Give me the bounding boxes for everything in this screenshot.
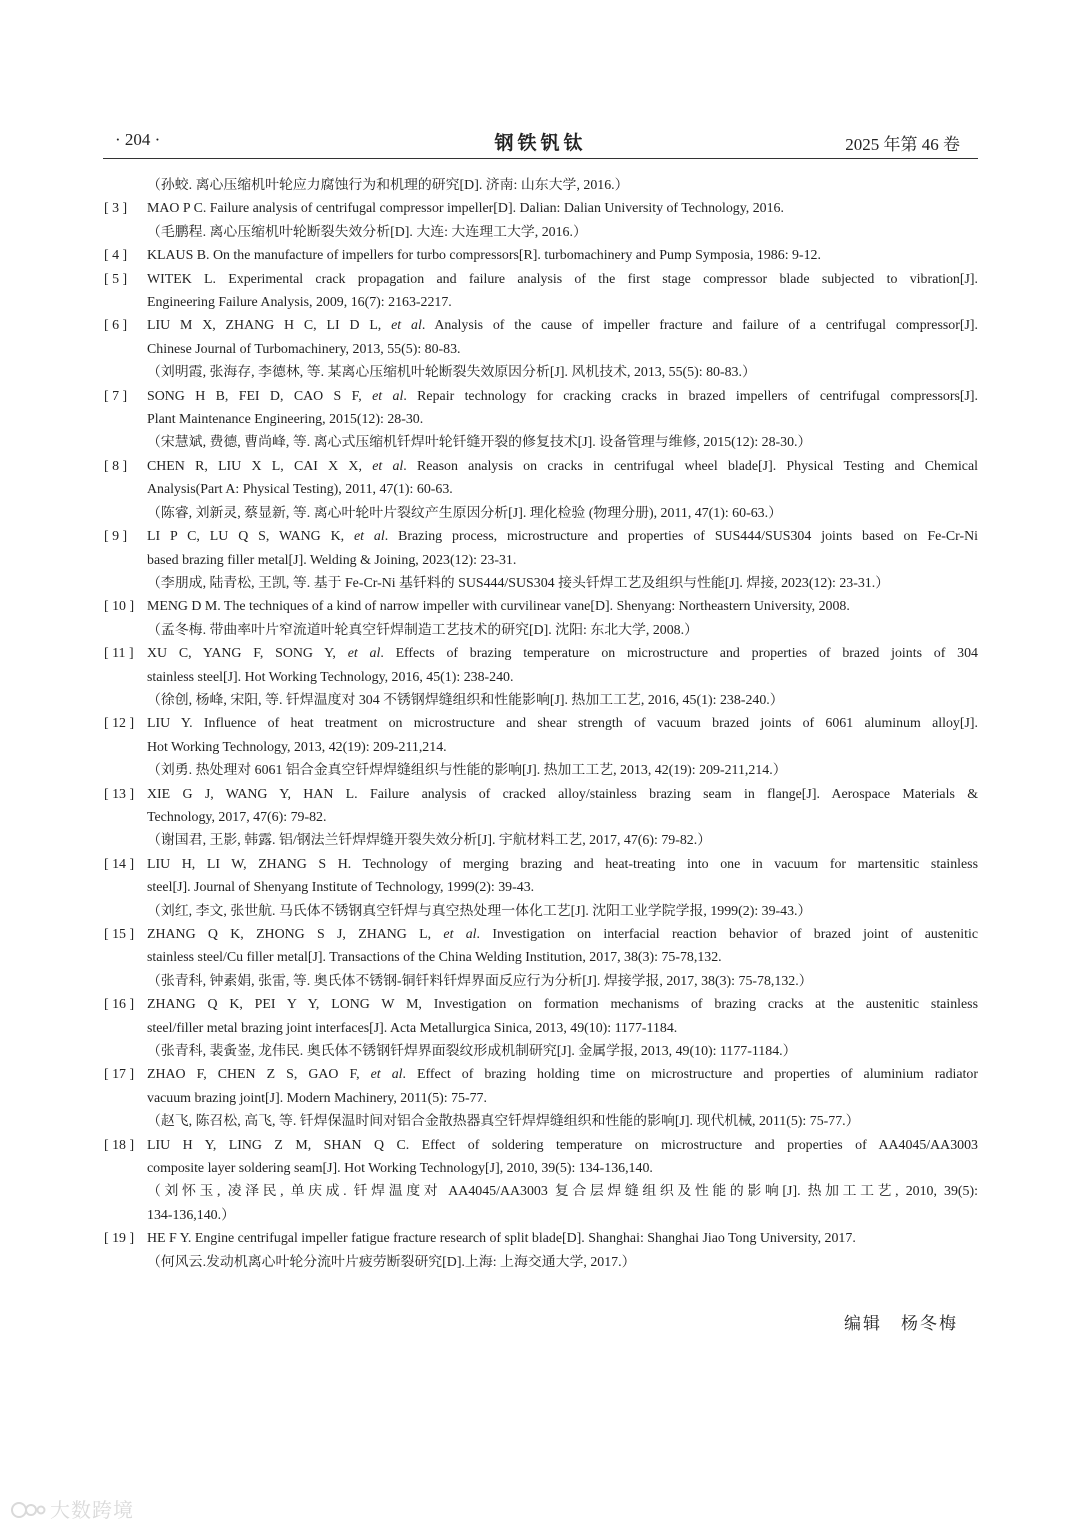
reference-line: WITEK L. Experimental crack propagation and failure analysis of the first stage compressor blade subjected to vibration[J].: [147, 271, 978, 287]
logo-icon: [10, 1501, 46, 1519]
reference-number: [ 5 ]: [104, 271, 128, 287]
reference-entry: [104, 923, 978, 993]
reference-line: （李朋成, 陆青松, 王凯, 等. 基于 Fe-Cr-Ni 基钎料的 SUS444/SUS304 接头钎焊工艺及组织与性能[J]. 焊接, 2023(12): 23-31.）: [147, 575, 890, 591]
reference-number: [ 19 ]: [104, 1231, 135, 1247]
reference-line: KLAUS B. On the manufacture of impellers for turbo compressors[R]. turbomachinery and Pump Symposia, 1986: 9-12.: [147, 248, 821, 264]
reference-line: （刘怀玉, 凌泽民, 单庆成. 钎焊温度对 AA4045/AA3003 复合层焊缝组织及性能的影响[J]. 热加工工艺, 2010, 39(5):: [147, 1184, 978, 1200]
watermark-text: 大数跨境: [50, 1498, 134, 1522]
reference-line: LIU H Y, LING Z M, SHAN Q C. Effect of soldering temperature on microstructure and properties of AA4045/AA3003: [147, 1137, 978, 1153]
reference-line: LIU Y. Influence of heat treatment on microstructure and shear strength of vacuum brazed joints of 6061 aluminum alloy[J].: [147, 716, 978, 732]
reference-entry: [104, 1227, 978, 1274]
reference-line: 134-136,140.）: [147, 1207, 235, 1223]
reference-line: stainless steel/Cu filler metal[J]. Transactions of the China Welding Institution, 2017, 38(3): 75-78,132.: [147, 950, 722, 966]
journal-title: 钢铁钒钛: [494, 133, 587, 154]
reference-entry: [104, 268, 978, 315]
reference-line: （谢国君, 王影, 韩露. 铝/钢法兰钎焊焊缝开裂失效分析[J]. 宇航材料工艺, 2017, 47(6): 79-82.）: [147, 833, 712, 849]
reference-entry: [104, 1134, 978, 1228]
reference-entry: [104, 712, 978, 782]
reference-entry: [104, 642, 978, 712]
reference-line: LIU M X, ZHANG H C, LI D L, et al. Analysis of the cause of impeller fracture and failure of a centrifugal compressor[J].: [147, 318, 978, 334]
reference-line: （毛鹏程. 离心压缩机叶轮断裂失效分析[D]. 大连: 大连理工大学, 2016.）: [147, 224, 587, 240]
reference-line: vacuum brazing joint[J]. Modern Machinery, 2011(5): 75-77.: [147, 1090, 487, 1106]
reference-line: （刘勇. 热处理对 6061 铝合金真空钎焊焊缝组织与性能的影响[J]. 热加工工艺, 2013, 42(19): 209-211,214.）: [147, 763, 787, 779]
reference-number: [ 10 ]: [104, 599, 135, 615]
reference-line: （张青科, 裴夤崟, 龙伟民. 奥氏体不锈钢钎焊界面裂纹形成机制研究[J]. 金属学报, 2013, 49(10): 1177-1184.）: [147, 1044, 797, 1060]
reference-line: HE F Y. Engine centrifugal impeller fatigue fracture research of split blade[D]. Shanghai: Shanghai Jiao Tong University, 2017.: [147, 1231, 856, 1247]
reference-line: （徐创, 杨峰, 宋阳, 等. 钎焊温度对 304 不锈钢焊缝组织和性能影响[J]. 热加工工艺, 2016, 45(1): 238-240.）: [147, 692, 784, 708]
watermark: [10, 1494, 134, 1523]
reference-line: stainless steel[J]. Hot Working Technology, 2016, 45(1): 238-240.: [147, 669, 514, 685]
reference-number: [ 3 ]: [104, 201, 128, 217]
reference-entry: [104, 244, 978, 267]
reference-line: CHEN R, LIU X L, CAI X X, et al. Reason analysis on cracks in centrifugal wheel blade[J]. Physical Testing and Chemical: [147, 458, 979, 474]
reference-line: ZHAO F, CHEN Z S, GAO F, et al. Effect of brazing holding time on microstructure and properties of aluminium radiator: [147, 1067, 978, 1083]
running-header: [103, 126, 978, 159]
reference-line: （张青科, 钟素娟, 张雷, 等. 奥氏体不锈钢-铜钎料钎焊界面反应行为分析[J]. 焊接学报, 2017, 38(3): 75-78,132.）: [147, 973, 813, 989]
reference-line: Analysis(Part A: Physical Testing), 2011, 47(1): 60-63.: [147, 482, 453, 498]
reference-number: [ 14 ]: [104, 856, 135, 872]
reference-list: [104, 174, 978, 1274]
reference-number: [ 6 ]: [104, 318, 128, 334]
reference-line: XU C, YANG F, SONG Y, et al. Effects of brazing temperature on microstructure and properties of brazed joints of 304: [147, 646, 978, 662]
reference-entry: [104, 197, 978, 244]
reference-number: [ 15 ]: [104, 927, 135, 942]
reference-number: [ 13 ]: [104, 786, 135, 802]
reference-line: Technology, 2017, 47(6): 79-82.: [147, 809, 327, 825]
reference-entry: [104, 1063, 978, 1133]
reference-number: [ 9 ]: [104, 529, 128, 545]
reference-number: [ 18 ]: [104, 1137, 135, 1153]
reference-entry: [104, 783, 978, 853]
reference-entry: [104, 455, 978, 525]
reference-number: [ 11 ]: [104, 646, 134, 662]
reference-number: [ 12 ]: [104, 716, 135, 732]
reference-line: （赵飞, 陈召松, 高飞, 等. 钎焊保温时间对铝合金散热器真空钎焊焊缝组织和性能的影响[J]. 现代机械, 2011(5): 75-77.）: [147, 1114, 860, 1130]
reference-line: （刘红, 李文, 张世航. 马氏体不锈钢真空钎焊与真空热处理一体化工艺[J]. 沈阳工业学院学报, 1999(2): 39-43.）: [147, 903, 812, 919]
reference-line: Hot Working Technology, 2013, 42(19): 209-211,214.: [147, 739, 447, 755]
reference-line: （孟冬梅. 带曲率叶片窄流道叶轮真空钎焊制造工艺技术的研究[D]. 沈阳: 东北大学, 2008.）: [147, 622, 698, 638]
reference-line: （孙蛟. 离心压缩机叶轮应力腐蚀行为和机理的研究[D]. 济南: 山东大学, 2016.）: [147, 178, 629, 193]
reference-entry: [104, 853, 978, 923]
reference-line: MENG D M. The techniques of a kind of narrow impeller with curvilinear vane[D]. Shenyang: Northeastern University, 2008.: [147, 599, 850, 615]
reference-line: SONG H B, FEI D, CAO S F, et al. Repair technology for cracking cracks in brazed impellers of centrifugal compressors[J].: [147, 388, 978, 404]
reference-number: [ 7 ]: [104, 388, 128, 404]
reference-line: ZHANG Q K, ZHONG S J, ZHANG L, et al. Investigation on interfacial reaction behavior of brazed joint of austenitic: [147, 927, 978, 942]
editor-credit: 编辑 杨冬梅: [844, 1314, 958, 1333]
reference-line: ZHANG Q K, PEI Y Y, LONG W M, Investigation on formation mechanisms of brazing cracks at the austenitic stainless: [147, 997, 978, 1013]
reference-line: MAO P C. Failure analysis of centrifugal compressor impeller[D]. Dalian: Dalian University of Technology, 2016.: [147, 201, 784, 217]
reference-entry: [104, 174, 978, 197]
reference-number: [ 17 ]: [104, 1067, 135, 1083]
reference-number: [ 4 ]: [104, 248, 128, 264]
reference-line: （何风云.发动机离心叶轮分流叶片疲劳断裂研究[D].上海: 上海交通大学, 2017.）: [147, 1254, 636, 1270]
issue-info: 2025 年第 46 卷: [845, 135, 960, 154]
reference-line: （宋慧斌, 费德, 曹尚峰, 等. 离心式压缩机钎焊叶轮钎缝开裂的修复技术[J]. 设备管理与维修, 2015(12): 28-30.）: [147, 435, 812, 451]
reference-line: Chinese Journal of Turbomachinery, 2013, 55(5): 80-83.: [147, 341, 461, 357]
reference-entry: [104, 993, 978, 1063]
reference-line: （陈睿, 刘新灵, 蔡显新, 等. 离心叶轮叶片裂纹产生原因分析[J]. 理化检验 (物理分册), 2011, 47(1): 60-63.）: [147, 505, 782, 521]
reference-line: steel/filler metal brazing joint interfaces[J]. Acta Metallurgica Sinica, 2013, 49(10): 1177-1184.: [147, 1020, 678, 1036]
reference-line: Engineering Failure Analysis, 2009, 16(7): 2163-2217.: [147, 295, 452, 311]
reference-line: LIU H, LI W, ZHANG S H. Technology of merging brazing and heat-treating into one in vacuum for martensitic stainless: [147, 856, 978, 872]
reference-line: Plant Maintenance Engineering, 2015(12): 28-30.: [147, 412, 424, 428]
reference-line: based brazing filler metal[J]. Welding & Joining, 2023(12): 23-31.: [147, 552, 517, 568]
reference-line: composite layer soldering seam[J]. Hot Working Technology[J], 2010, 39(5): 134-136,140.: [147, 1161, 653, 1177]
reference-entry: [104, 385, 978, 455]
reference-line: steel[J]. Journal of Shenyang Institute of Technology, 1999(2): 39-43.: [147, 880, 535, 896]
reference-number: [ 8 ]: [104, 458, 128, 474]
reference-entry: [104, 595, 978, 642]
page-number: · 204 ·: [115, 130, 161, 149]
reference-entry: [104, 314, 978, 384]
reference-line: XIE G J, WANG Y, HAN L. Failure analysis of cracked alloy/stainless brazing seam in flange[J]. Aerospace Materials &: [147, 786, 978, 802]
reference-entry: [104, 525, 978, 595]
reference-line: LI P C, LU Q S, WANG K, et al. Brazing process, microstructure and properties of SUS444/SUS304 joints based on Fe-Cr-Ni: [147, 529, 978, 545]
reference-number: [ 16 ]: [104, 997, 135, 1013]
reference-line: （刘明霞, 张海存, 李德林, 等. 某离心压缩机叶轮断裂失效原因分析[J]. 风机技术, 2013, 55(5): 80-83.）: [147, 365, 756, 381]
